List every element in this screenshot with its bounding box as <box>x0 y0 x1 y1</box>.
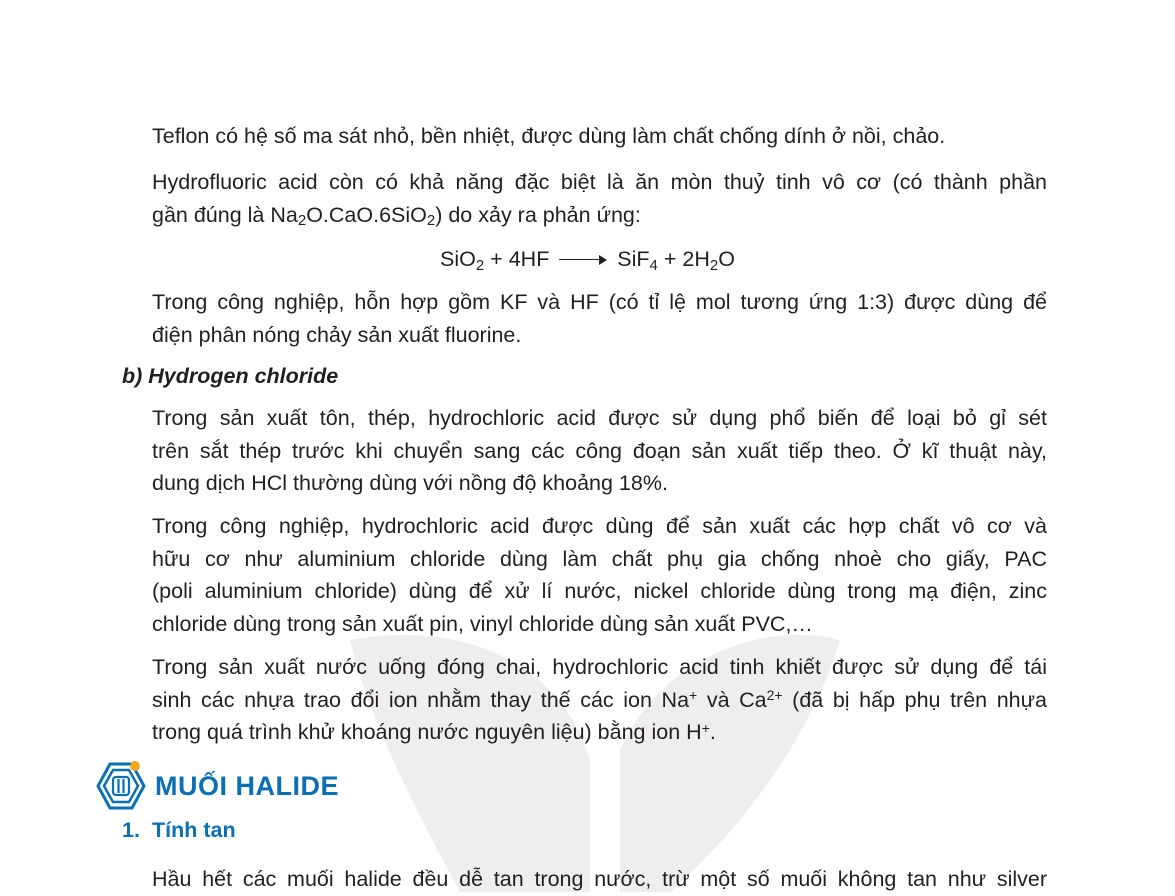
text-line: Hầu hết các muối halide đều dễ tan trong nước, trừ một số muối không tan như silver <box>152 867 1047 891</box>
heading-number: 1. <box>122 818 140 842</box>
text-line: Trong công nghiệp, hỗn hợp gồm KF và HF (có tỉ lệ mol tương ứng 1:3) được dùng để <box>152 290 1047 314</box>
text-line: chloride dùng trong sản xuất pin, vinyl chloride dùng sản xuất PVC,… <box>152 611 813 636</box>
text-line: điện phân nóng chảy sản xuất fluorine. <box>152 322 522 347</box>
paragraph-teflon <box>152 120 1047 153</box>
section-title: MUỐI HALIDE <box>155 770 339 801</box>
text-line: dung dịch HCl thường dùng với nồng độ khoảng 18%. <box>152 471 668 495</box>
paragraph-solubility <box>152 863 1047 896</box>
paragraph-hydrofluoric <box>152 166 1047 231</box>
numbered-heading <box>122 818 236 843</box>
section-header <box>95 758 339 814</box>
section-badge-icon <box>95 760 147 812</box>
paragraph-bottled-water <box>152 651 1047 749</box>
paragraph-kf-hf <box>152 286 1047 351</box>
text-line: trong quá trình khử khoáng nước nguyên liệu) bằng ion H+. <box>152 719 716 744</box>
text-line: (poli aluminium chloride) dùng để xử lí nước, nickel chloride dùng trong mạ điện, zinc <box>152 579 1047 603</box>
subheading-hydrogen-chloride: b) Hydrogen chloride <box>122 364 339 388</box>
text-line: Trong công nghiệp, hydrochloric acid được dùng để sản xuất các hợp chất vô cơ và <box>152 514 1047 538</box>
text-line: Trong sản xuất tôn, thép, hydrochloric acid được sử dụng phổ biến để loại bỏ gỉ sét <box>152 406 1047 430</box>
reaction-equation: SiO$_2$ + 4HF $SiF_4 + 2H_2O$ <box>440 247 735 274</box>
text-line: Trong sản xuất nước uống đóng chai, hydrochloric acid tinh khiết được sử dụng để tái <box>152 655 1047 679</box>
text-line: Hydrofluoric acid còn có khả năng đặc biệt là ăn mòn thuỷ tinh vô cơ (có thành phần <box>152 170 1047 194</box>
paragraph-steel <box>152 402 1047 500</box>
heading-text: Tính tan <box>152 818 236 842</box>
text-line: hữu cơ như aluminium chloride dùng làm chất phụ gia chống nhoè cho giấy, PAC <box>152 546 1047 571</box>
text-line: Teflon có hệ số ma sát nhỏ, bền nhiệt, được dùng làm chất chống dính ở nồi, chảo. <box>152 124 946 148</box>
text-line: sinh các nhựa trao đổi ion nhằm thay thế các ion Na+ và $Ca^{2+}$ (đã bị hấp phụ trên nhựa <box>152 687 1047 712</box>
text-line: trên sắt thép trước khi chuyển sang các công đoạn sản xuất tiếp theo. Ở kĩ thuật này, <box>152 438 1047 463</box>
text-line: gần đúng là $Na_2O.CaO.6SiO_2$) do xảy ra phản ứng: <box>152 202 641 230</box>
reaction-arrow-icon <box>559 255 607 265</box>
paragraph-industry <box>152 510 1047 640</box>
